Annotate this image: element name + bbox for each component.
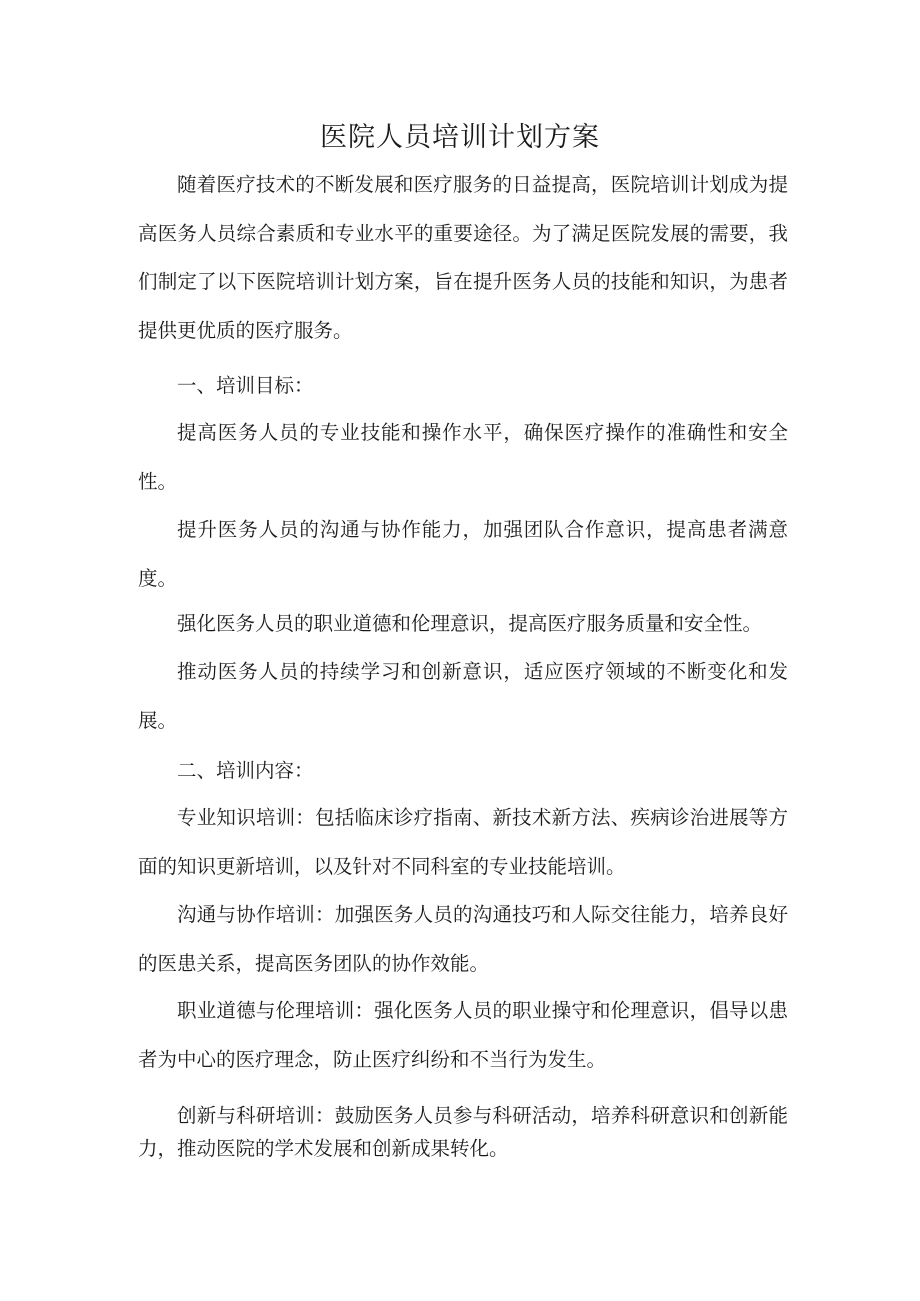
section-heading-content: 二、培训内容： <box>177 759 314 782</box>
content-item-3: 职业道德与伦理培训：强化医务人员的职业操守和伦理意识，倡导以患者为中心的医疗理念，防止医疗纠纷和不当行为发生。 <box>138 999 788 1071</box>
content-item-1: 专业知识培训：包括临床诊疗指南、新技术新方法、疾病诊治进展等方面的知识更新培训，以及针对不同科室的专业技能培训。 <box>138 806 788 878</box>
document-title: 医院人员培训计划方案 <box>320 122 600 153</box>
goal-item-3: 强化医务人员的职业道德和伦理意识，提高医疗服务质量和安全性。 <box>177 612 763 635</box>
goal-item-4: 推动医务人员的持续学习和创新意识，适应医疗领域的不断变化和发展。 <box>138 660 788 732</box>
section-heading-goals: 一、培训目标： <box>177 374 314 397</box>
intro-paragraph: 随着医疗技术的不断发展和医疗服务的日益提高，医院培训计划成为提高医务人员综合素质和专业水平的重要途径。为了满足医院发展的需要，我们制定了以下医院培训计划方案，旨在提升医务人员的技能和知识，为患者提供更优质的医疗服务。 <box>138 173 788 342</box>
goal-item-1: 提高医务人员的专业技能和操作水平，确保医疗操作的准确性和安全性。 <box>138 421 788 493</box>
goal-item-2: 提升医务人员的沟通与协作能力，加强团队合作意识，提高患者满意度。 <box>138 518 788 590</box>
content-item-4: 创新与科研培训：鼓励医务人员参与科研活动，培养科研意识和创新能力，推动医院的学术发展和创新成果转化。 <box>138 1104 788 1160</box>
content-item-2: 沟通与协作培训：加强医务人员的沟通技巧和人际交往能力，培养良好的医患关系，提高医务团队的协作效能。 <box>138 903 788 975</box>
